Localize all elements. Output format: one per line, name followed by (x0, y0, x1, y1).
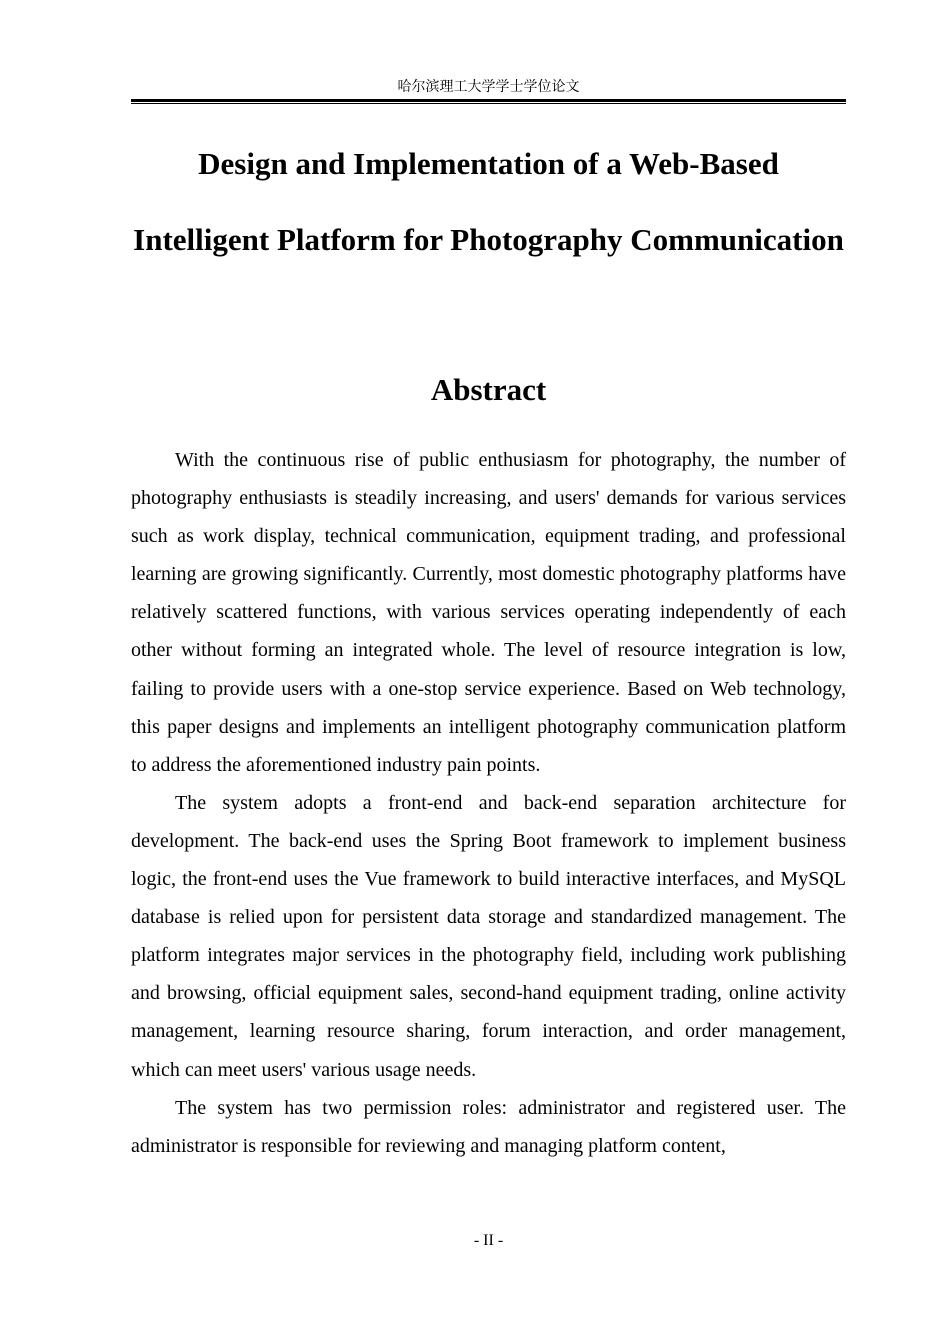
page-number: - II - (473, 1232, 504, 1249)
abstract-heading: Abstract (430, 372, 547, 407)
running-header: 哈尔滨理工大学学士学位论文 (397, 79, 580, 95)
abstract-paragraph-3: The system has two permission roles: administrator and registered user. The administrator is responsible for reviewing and managing platform content, (131, 1096, 846, 1157)
abstract-paragraph-2: The system adopts a front-end and back-end separation architecture for development. The back-end uses the Spring Boot framework to implement business logic, the front-end uses the Vue framework to build interactive interfaces, and MySQL database is relied upon for persistent data storage and standardized management. The platform integrates major services in the photography field, including work publishing and browsing, official equipment sales, second-hand equipment trading, online activity management, learning resource sharing, forum interaction, and order management, which can meet users' various usage needs. (131, 791, 846, 1081)
abstract-body (131, 441, 846, 1165)
header-rule (131, 99, 846, 104)
paper-title: Design and Implementation of a Web-Based Intelligent Platform for Photography Communication (133, 146, 844, 257)
abstract-paragraph-1: With the continuous rise of public enthusiasm for photography, the number of photography enthusiasts is steadily increasing, and users' demands for various services such as work display, technical communication, equipment trading, and professional learning are growing significantly. Currently, most domestic photography platforms have relatively scattered functions, with various services operating independently of each other without forming an integrated whole. The level of resource integration is low, failing to provide users with a one-stop service experience. Based on Web technology, this paper designs and implements an intelligent photography communication platform to address the aforementioned industry pain points. (131, 449, 846, 776)
